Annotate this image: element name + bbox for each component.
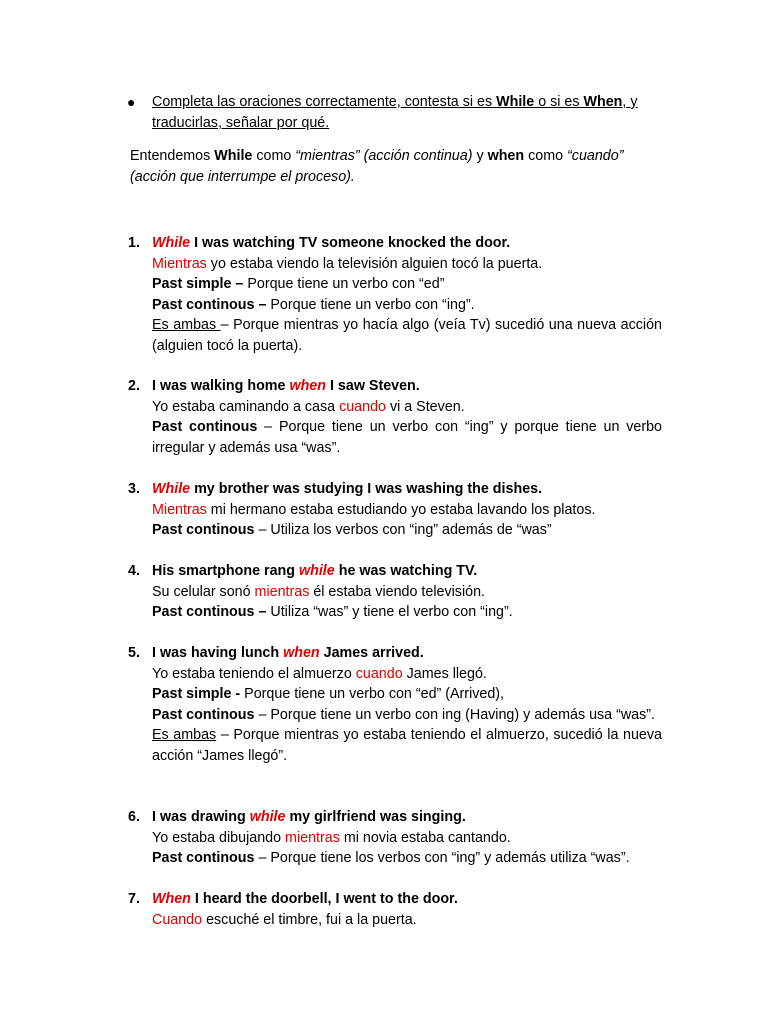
spanish-translation: Yo estaba caminando a casa cuando vi a Steven.	[152, 398, 465, 415]
both-note: Es ambas – Porque mientras yo hacía algo (veía Tv) sucedió una nueva acción (alguien tocó la puerta).	[152, 317, 662, 354]
exercise-item-1	[128, 233, 662, 356]
past-continuous-note: Past continous – Porque tiene los verbos con “ing” y además utiliza “was”.	[152, 850, 630, 866]
past-continuous-note: Past continous – Porque tiene un verbo con ing (Having) y además usa “was”.	[152, 706, 656, 723]
item-number: 3.	[128, 481, 140, 497]
instruction	[127, 92, 667, 134]
english-sentence: I was having lunch when James arrived.	[152, 645, 424, 661]
both-note: Es ambas – Porque mientras yo estaba teniendo el almuerzo, sucedió la nueva acción “James llegó”.	[152, 727, 662, 764]
item-number: 4.	[128, 563, 140, 579]
past-continuous-note: Past continous – Utiliza “was” y tiene el verbo con “ing”.	[152, 604, 513, 620]
instruction-text: Completa las oraciones correctamente, contesta si es While o si es When, y traducirlas, señalar por qué.	[152, 94, 638, 131]
spanish-translation: Yo estaba teniendo el almuerzo cuando James llegó.	[152, 665, 487, 682]
exercise-item-7	[128, 889, 662, 930]
bullet-icon: ●	[127, 94, 136, 110]
spanish-translation: Cuando escuché el timbre, fui a la puerta.	[152, 911, 417, 928]
english-sentence: While I was watching TV someone knocked the door.	[152, 235, 511, 251]
past-continuous-note: Past continous – Porque tiene un verbo con “ing” y porque tiene un verbo irregular y además usa “was”.	[152, 419, 662, 456]
item-number: 7.	[128, 891, 140, 907]
english-sentence: I was walking home when I saw Steven.	[152, 378, 420, 394]
english-sentence: When I heard the doorbell, I went to the door.	[152, 891, 458, 907]
english-sentence: While my brother was studying I was washing the dishes.	[152, 481, 543, 497]
item-number: 2.	[128, 378, 140, 394]
exercise-item-5	[128, 643, 662, 766]
english-sentence: I was drawing while my girlfriend was singing.	[152, 809, 466, 825]
intro-paragraph: Entendemos While como “mientras” (acción continua) y when como “cuando” (acción que interrumpe el proceso).	[130, 148, 624, 185]
exercise-item-3	[128, 479, 662, 541]
spanish-translation: Mientras mi hermano estaba estudiando yo estaba lavando los platos.	[152, 501, 596, 518]
exercise-item-2	[128, 376, 662, 458]
spanish-translation: Su celular sonó mientras él estaba viendo televisión.	[152, 583, 486, 600]
item-number: 6.	[128, 809, 140, 825]
item-number: 5.	[128, 645, 140, 661]
past-continuous-note: Past continous – Porque tiene un verbo con “ing”.	[152, 296, 475, 313]
item-number: 1.	[128, 235, 140, 251]
exercise-item-4	[128, 561, 662, 623]
english-sentence: His smartphone rang while he was watching TV.	[152, 563, 478, 579]
spanish-translation: Mientras yo estaba viendo la televisión alguien tocó la puerta.	[152, 255, 543, 272]
past-continuous-note: Past continous – Utiliza los verbos con “ing” además de “was”	[152, 522, 552, 538]
past-simple-note: Past simple - Porque tiene un verbo con “ed” (Arrived),	[152, 686, 505, 702]
past-simple-note: Past simple – Porque tiene un verbo con “ed”	[152, 276, 445, 292]
exercise-item-6	[128, 807, 662, 869]
spanish-translation: Yo estaba dibujando mientras mi novia estaba cantando.	[152, 829, 511, 846]
